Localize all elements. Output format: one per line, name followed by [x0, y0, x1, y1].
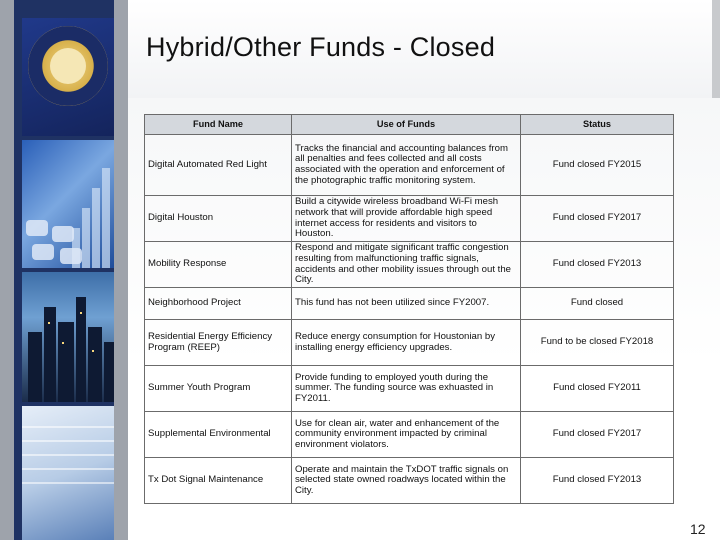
table-row [145, 196, 674, 242]
fund-name-cell: Neighborhood Project [145, 288, 292, 320]
city-seal-panel [22, 18, 114, 136]
status-cell: Fund closed FY2011 [521, 366, 674, 412]
table-row [145, 242, 674, 288]
fund-name-cell: Mobility Response [145, 242, 292, 288]
calculator-chart-panel [22, 140, 114, 268]
funds-table [144, 114, 674, 504]
fund-name-cell: Digital Houston [145, 196, 292, 242]
table-row [145, 320, 674, 366]
use-of-funds-cell: Operate and maintain the TxDOT traffic signals on selected state owned roadways located within the City. [292, 458, 521, 504]
city-seal-icon [28, 26, 108, 106]
header-status: Status [521, 115, 674, 135]
use-of-funds-cell: Use for clean air, water and enhancement of the community environment impacted by criminal environment violators. [292, 412, 521, 458]
status-cell: Fund closed [521, 288, 674, 320]
table-row [145, 458, 674, 504]
fund-name-cell: Tx Dot Signal Maintenance [145, 458, 292, 504]
fund-name-cell: Digital Automated Red Light [145, 135, 292, 196]
use-of-funds-cell: Provide funding to employed youth during the summer. The funding source was exhuasted in FY2011. [292, 366, 521, 412]
page-number: 12 [690, 521, 706, 537]
status-cell: Fund closed FY2017 [521, 412, 674, 458]
use-of-funds-cell: Reduce energy consumption for Houstonian by installing energy efficiency upgrades. [292, 320, 521, 366]
slide-title: Hybrid/Other Funds - Closed [146, 32, 496, 62]
use-of-funds-cell: Tracks the financial and accounting balances from all penalties and fees collected and all costs associated with the operation and enforcement of the photographic traffic monitoring system. [292, 135, 521, 196]
table-row [145, 135, 674, 196]
use-of-funds-cell: Respond and mitigate significant traffic congestion resulting from malfunctioning traffic signals, accidents and other mobility issues through out the City. [292, 242, 521, 288]
header-right-bar [712, 0, 720, 98]
status-cell: Fund to be closed FY2018 [521, 320, 674, 366]
paper-report-panel [22, 406, 114, 540]
status-cell: Fund closed FY2013 [521, 242, 674, 288]
use-of-funds-cell: This fund has not been utilized since FY2007. [292, 288, 521, 320]
header-use-of-funds: Use of Funds [292, 115, 521, 135]
fund-name-cell: Supplemental Environmental [145, 412, 292, 458]
header-fund-name: Fund Name [145, 115, 292, 135]
status-cell: Fund closed FY2015 [521, 135, 674, 196]
status-cell: Fund closed FY2013 [521, 458, 674, 504]
table-header-row [145, 115, 674, 135]
fund-name-cell: Residential Energy Efficiency Program (REEP) [145, 320, 292, 366]
table-row [145, 288, 674, 320]
use-of-funds-cell: Build a citywide wireless broadband Wi-Fi mesh network that will provide affordable high speed internet access for residents and visitors to Houston. [292, 196, 521, 242]
city-skyline-panel [22, 272, 114, 402]
table-row [145, 412, 674, 458]
status-cell: Fund closed FY2017 [521, 196, 674, 242]
fund-name-cell: Summer Youth Program [145, 366, 292, 412]
table-row [145, 366, 674, 412]
